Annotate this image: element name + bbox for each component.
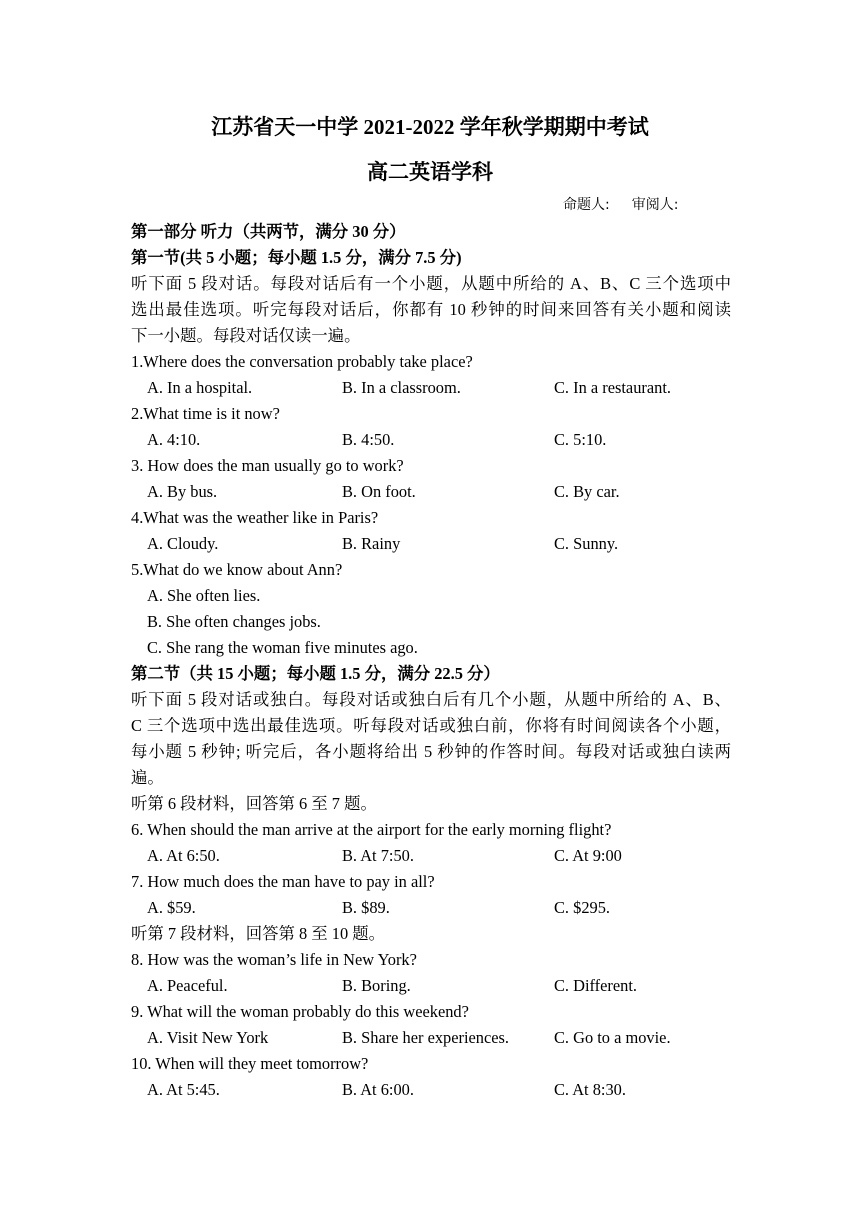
option-c: C. She rang the woman five minutes ago. (147, 638, 418, 657)
section1-instruction-line: 下一小题。每段对话仅读一遍。 (131, 326, 361, 345)
option-a: A. At 6:50. (147, 846, 220, 865)
section2-heading: 第二节（共 15 小题；每小题 1.5 分，满分 22.5 分） (131, 664, 500, 683)
option-b: B. At 6:00. (342, 1080, 414, 1099)
section1-instruction-line: 听下面 5 段对话。每段对话后有一个小题，从题中所给的 A、B、C 三个选项中 (131, 274, 731, 293)
question-6-stem: 6. When should the man arrive at the airport for the early morning flight? (131, 820, 612, 839)
option-c: C. In a restaurant. (554, 378, 671, 397)
option-c: C. At 8:30. (554, 1080, 626, 1099)
option-a: A. By bus. (147, 482, 218, 501)
option-c: C. At 9:00 (554, 846, 622, 865)
part1-heading: 第一部分 听力（共两节，满分 30 分） (131, 222, 406, 241)
option-c: C. Sunny. (554, 534, 619, 553)
option-a: A. $59. (147, 898, 196, 917)
option-c: C. $295. (554, 898, 611, 917)
question-7-options (131, 895, 731, 921)
question-3-stem: 3. How does the man usually go to work? (131, 456, 404, 475)
section1-instruction-line: 选出最佳选项。听完每段对话后，你都有 10 秒钟的时间来回答有关小题和阅读 (131, 300, 731, 319)
option-a: A. 4:10. (147, 430, 201, 449)
exam-subtitle: 高二英语学科 (367, 160, 493, 184)
option-b: B. On foot. (342, 482, 416, 501)
section2-instruction-line: 遍。 (131, 768, 164, 787)
option-a: A. At 5:45. (147, 1080, 220, 1099)
question-5-stem: 5.What do we know about Ann? (131, 560, 343, 579)
option-c: C. 5:10. (554, 430, 607, 449)
question-2-options (131, 427, 731, 453)
author-label: 命题人: (563, 197, 610, 213)
question-7-stem: 7. How much does the man have to pay in all? (131, 872, 435, 891)
question-8-stem: 8. How was the woman’s life in New York? (131, 950, 417, 969)
author-line (563, 196, 700, 214)
question-9-options (131, 1025, 731, 1051)
option-a: A. Visit New York (147, 1028, 269, 1047)
material-6-note: 听第 6 段材料，回答第 6 至 7 题。 (131, 794, 377, 813)
question-10-stem: 10. When will they meet tomorrow? (131, 1054, 369, 1073)
option-a: A. She often lies. (147, 586, 261, 605)
question-9-stem: 9. What will the woman probably do this weekend? (131, 1002, 469, 1021)
option-b: B. At 7:50. (342, 846, 414, 865)
section2-instruction-line: 听下面 5 段对话或独白。每段对话或独白后有几个小题，从题中所给的 A、B、 (131, 690, 731, 709)
option-c: C. Go to a movie. (554, 1028, 671, 1047)
section2-instruction-line: C 三个选项中选出最佳选项。听每段对话或独白前，你将有时间阅读各个小题， (131, 716, 731, 735)
question-1-stem: 1.Where does the conversation probably take place? (131, 352, 473, 371)
question-1-options (131, 375, 731, 401)
section2-instruction-line: 每小题 5 秒钟; 听完后，各小题将给出 5 秒钟的作答时间。每段对话或独白读两 (131, 742, 731, 761)
question-4-options (131, 531, 731, 557)
option-c: C. By car. (554, 482, 620, 501)
section1-heading: 第一节(共 5 小题；每小题 1.5 分，满分 7.5 分) (131, 248, 462, 267)
exam-content (131, 219, 731, 1103)
exam-title: 江苏省天一中学 2021-2022 学年秋学期期中考试 (211, 115, 649, 139)
question-2-stem: 2.What time is it now? (131, 404, 280, 423)
option-a: A. Peaceful. (147, 976, 228, 995)
option-b: B. 4:50. (342, 430, 395, 449)
option-b: B. Rainy (342, 534, 401, 553)
option-b: B. She often changes jobs. (147, 612, 321, 631)
option-c: C. Different. (554, 976, 637, 995)
question-8-options (131, 973, 731, 999)
reviewer-label: 审阅人: (631, 197, 679, 213)
option-a: A. Cloudy. (147, 534, 219, 553)
option-b: B. Boring. (342, 976, 411, 995)
option-b: B. Share her experiences. (342, 1028, 510, 1047)
option-b: B. In a classroom. (342, 378, 461, 397)
option-a: A. In a hospital. (147, 378, 253, 397)
question-4-stem: 4.What was the weather like in Paris? (131, 508, 379, 527)
question-3-options (131, 479, 731, 505)
material-7-note: 听第 7 段材料，回答第 8 至 10 题。 (131, 924, 386, 943)
question-6-options (131, 843, 731, 869)
question-10-options (131, 1077, 731, 1103)
option-b: B. $89. (342, 898, 390, 917)
